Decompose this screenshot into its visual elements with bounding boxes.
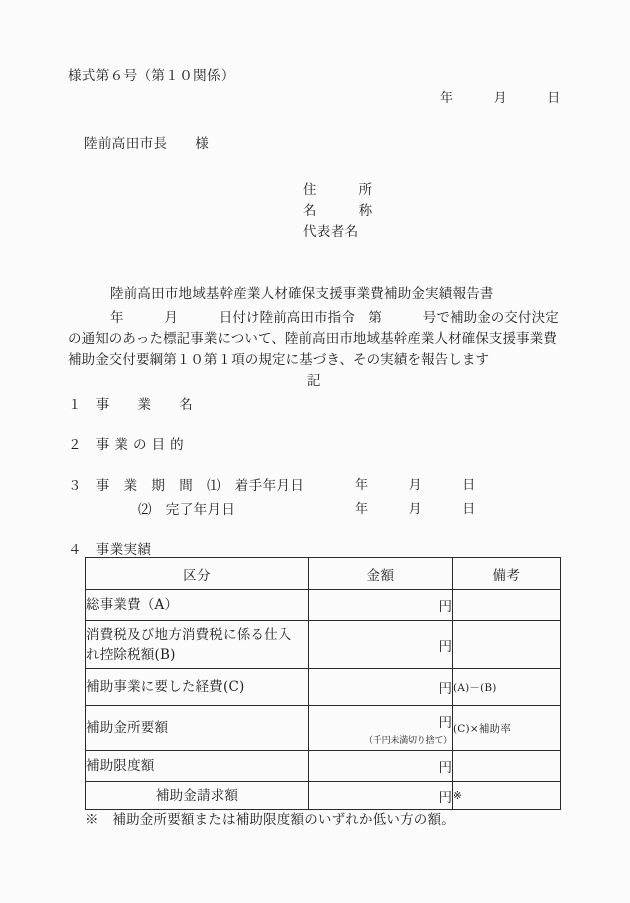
- form-number: 様式第６号（第１０関係）: [68, 68, 235, 84]
- cell-biko: (C)×補助率: [453, 706, 561, 751]
- cell-biko: ※: [453, 782, 561, 810]
- yen-unit: 円: [438, 599, 452, 615]
- table-row: [86, 782, 561, 810]
- footnote: ※ 補助金所要額または補助限度額のいずれか低い方の額。: [85, 812, 455, 828]
- cell-kingaku: [309, 590, 453, 621]
- yen-rounding-note: （千円未満切り捨て）: [363, 735, 452, 746]
- cell-biko: (A)－(B): [453, 669, 561, 706]
- yen-unit: 円: [438, 760, 452, 776]
- ki-mark: 記: [307, 373, 321, 389]
- cell-kubun: 補助事業に要した経費(C): [86, 669, 309, 706]
- applicant-name-label: 名 称: [303, 203, 373, 219]
- cell-kingaku: [309, 669, 453, 706]
- cell-biko: [453, 621, 561, 669]
- header-kubun: 区分: [86, 558, 309, 590]
- table-row: [86, 706, 561, 751]
- yen-unit: 円: [438, 789, 452, 806]
- item-business-period: ３ 事 業 期 間 ⑴ 着手年月日: [68, 478, 305, 494]
- table-row: [86, 621, 561, 669]
- cell-biko: [453, 751, 561, 782]
- item-business-results: ４ 事業実績: [68, 542, 152, 558]
- cell-kingaku: [309, 782, 453, 810]
- start-date-slot: 年 月 日: [355, 478, 476, 493]
- cell-kingaku: [309, 706, 453, 751]
- table-row: [86, 751, 561, 782]
- cell-kubun: 消費税及び地方消費税に係る仕入 れ控除税額(B): [86, 621, 309, 669]
- table-row: [86, 669, 561, 706]
- document-title: 陸前高田市地域基幹産業人材確保支援事業費補助金実績報告書: [110, 286, 494, 302]
- end-date-slot: 年 月 日: [355, 502, 476, 517]
- addressee-line: 陸前高田市長 様: [84, 136, 210, 152]
- cell-kingaku: [309, 751, 453, 782]
- applicant-address-label: 住 所: [303, 182, 373, 198]
- cell-kubun: 総事業費（A）: [86, 590, 309, 621]
- item-business-name: １ 事 業 名: [68, 397, 194, 413]
- item-business-purpose: ２ 事 業 の 目 的: [68, 437, 185, 453]
- applicant-block: [303, 180, 373, 243]
- table-header-row: [86, 558, 561, 590]
- body-paragraph: 年 月 日付け陸前高田市指令 第 号で補助金の交付決定の通知のあった標記事業について、陸前高田市地域基幹産業人材確保支援事業費補助金交付要綱第１０第１項の規定に基づき、その実績を報告します: [68, 310, 559, 368]
- document-date-line: 年 月 日: [440, 91, 561, 106]
- cell-kubun: 補助金請求額: [86, 782, 309, 810]
- item-business-period-end: ⑵ 完了年月日: [138, 502, 236, 518]
- table-row: [86, 590, 561, 621]
- cell-kingaku: [309, 621, 453, 669]
- cell-kubun: 補助限度額: [86, 751, 309, 782]
- yen-unit: 円: [438, 714, 452, 731]
- yen-unit: 円: [438, 638, 452, 655]
- results-table: [85, 557, 561, 810]
- cell-kubun: 補助金所要額: [86, 706, 309, 751]
- cell-biko: [453, 590, 561, 621]
- yen-unit: 円: [438, 681, 452, 697]
- header-kingaku: 金額: [309, 558, 453, 590]
- applicant-representative-label: 代表者名: [303, 224, 359, 240]
- header-biko: 備考: [453, 558, 561, 590]
